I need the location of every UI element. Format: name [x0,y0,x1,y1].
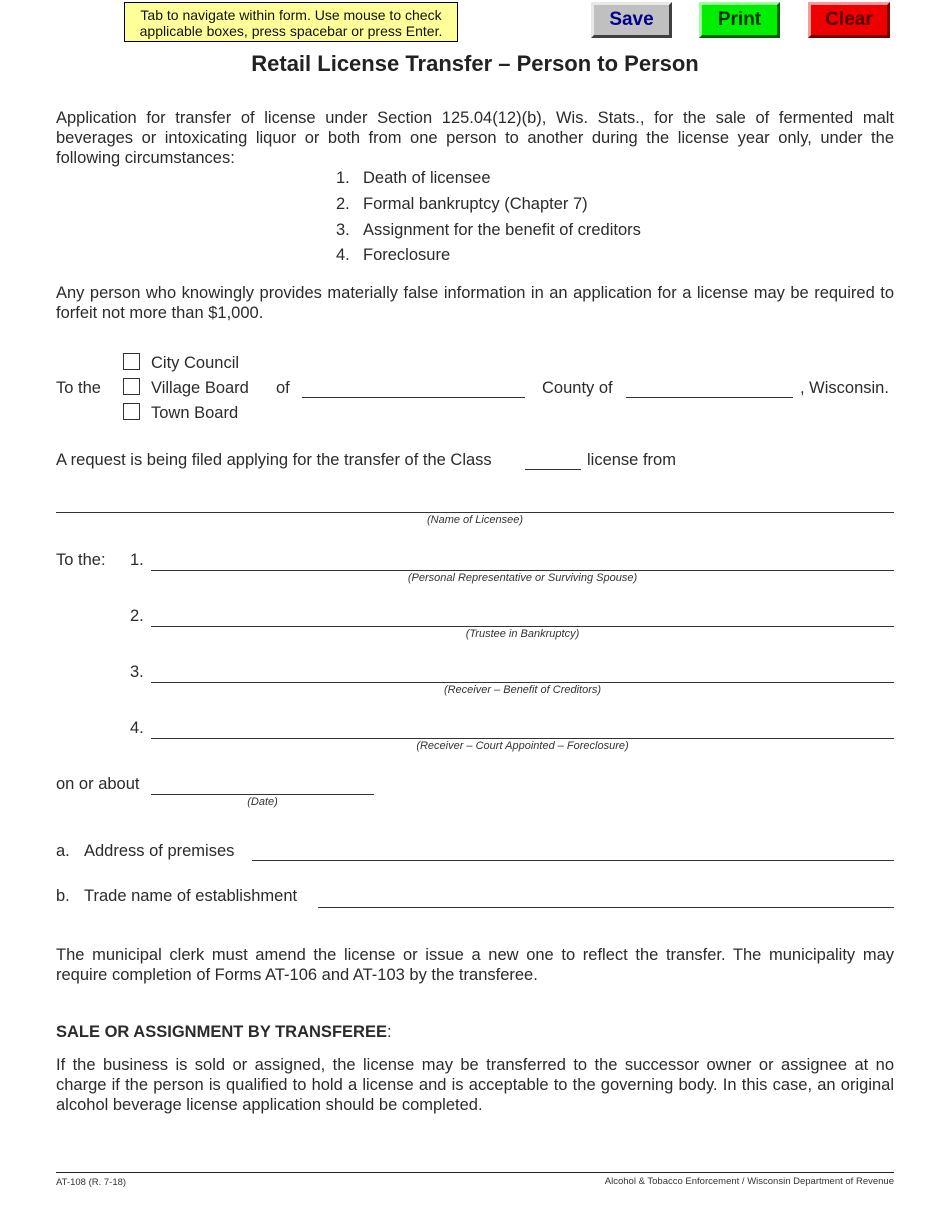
village-board-label: Village Board [151,379,249,397]
sale-heading [56,1023,392,1042]
to-the-label: To the [56,379,101,397]
city-council-label: City Council [151,354,240,372]
circumstance-text: Assignment for the benefit of creditors [363,221,641,239]
circumstance-number: 4. [336,246,350,264]
sale-heading-text: SALE OR ASSIGNMENT BY TRANSFEREE [56,1023,387,1041]
county-field[interactable] [626,397,793,398]
county-label: County of [542,379,613,397]
circumstance-item [336,195,588,214]
amend-paragraph: The municipal clerk must amend the license or issue a new one to reflect the transfer. The municipality may require completion of Forms AT-106 and AT-103 by the transferee. [56,946,894,984]
transferee-number: 2. [130,607,144,625]
address-label: Address of premises [84,842,235,860]
false-info-warning: Any person who knowingly provides materially false information in an application for a license may be required to forfeit not more than $1,000. [56,284,894,322]
on-or-about-label: on or about [56,775,140,793]
address-field[interactable] [252,860,894,861]
city-council-checkbox[interactable] [123,353,140,370]
village-board-checkbox[interactable] [123,378,140,395]
trade-name-field[interactable] [318,907,894,908]
save-button[interactable]: Save [591,2,672,38]
date-caption: (Date) [247,796,278,808]
receiver-foreclosure-field[interactable] [151,738,894,739]
circumstance-item [336,169,491,188]
circumstance-number: 1. [336,169,350,187]
circumstance-item [336,221,641,240]
print-button[interactable]: Print [699,2,780,38]
transferee-caption: (Receiver – Court Appointed – Foreclosure) [416,740,629,752]
transferee-caption: (Trustee in Bankruptcy) [465,628,580,640]
form-title: Retail License Transfer – Person to Person [251,51,699,76]
circumstance-number: 3. [336,221,350,239]
transferee-number: 4. [130,719,144,737]
circumstance-text: Death of licensee [363,169,491,187]
agency-name: Alcohol & Tobacco Enforcement / Wisconsin Department of Revenue [604,1176,894,1187]
date-field[interactable] [151,794,374,795]
form-id: AT-108 (R. 7-18) [56,1177,127,1188]
circumstance-text: Formal bankruptcy (Chapter 7) [363,195,588,213]
trade-label: Trade name of establishment [84,887,298,905]
circumstance-item [336,246,450,265]
licensee-name-field[interactable] [56,512,894,513]
to-the-transferee-label: To the: [56,551,106,569]
transferee-caption: (Receiver – Benefit of Creditors) [443,684,602,696]
footer-rule [56,1172,894,1173]
clear-button[interactable]: Clear [808,2,890,38]
circumstance-text: Foreclosure [363,246,451,264]
trustee-field[interactable] [151,626,894,627]
transferee-number: 1. [130,551,144,569]
circumstance-number: 2. [336,195,350,213]
sale-paragraph: If the business is sold or assigned, the license may be transferred to the successor owner or assignee at no charge if the person is qualified to hold a license and is acceptable to the governing body. In this case, an original alcohol beverage license application should be completed. [56,1056,894,1114]
request-text: A request is being filed applying for the transfer of the Class [56,451,492,469]
transferee-number: 3. [130,663,144,681]
town-board-checkbox[interactable] [123,403,140,420]
license-from-text: license from [587,451,676,469]
licensee-name-caption: (Name of Licensee) [427,514,523,526]
receiver-creditors-field[interactable] [151,682,894,683]
transferee-caption: (Personal Representative or Surviving Spouse) [407,572,638,584]
address-letter: a. [56,842,70,860]
trade-letter: b. [56,887,70,905]
instructions-tip: Tab to navigate within form. Use mouse to check applicable boxes, press spacebar or press Enter. [124,2,458,42]
of-label: of [276,379,290,397]
license-class-field[interactable] [525,469,581,470]
wisconsin-label: , Wisconsin. [800,379,889,397]
sale-heading-colon: : [386,1023,392,1041]
personal-representative-field[interactable] [151,570,894,571]
town-board-label: Town Board [151,404,239,422]
municipality-field[interactable] [302,397,525,398]
intro-paragraph: Application for transfer of license under Section 125.04(12)(b), Wis. Stats., for the sale of fermented malt beverages or intoxicating liquor or both from one person to another during the license year only, under the following circumstances: [56,109,894,167]
